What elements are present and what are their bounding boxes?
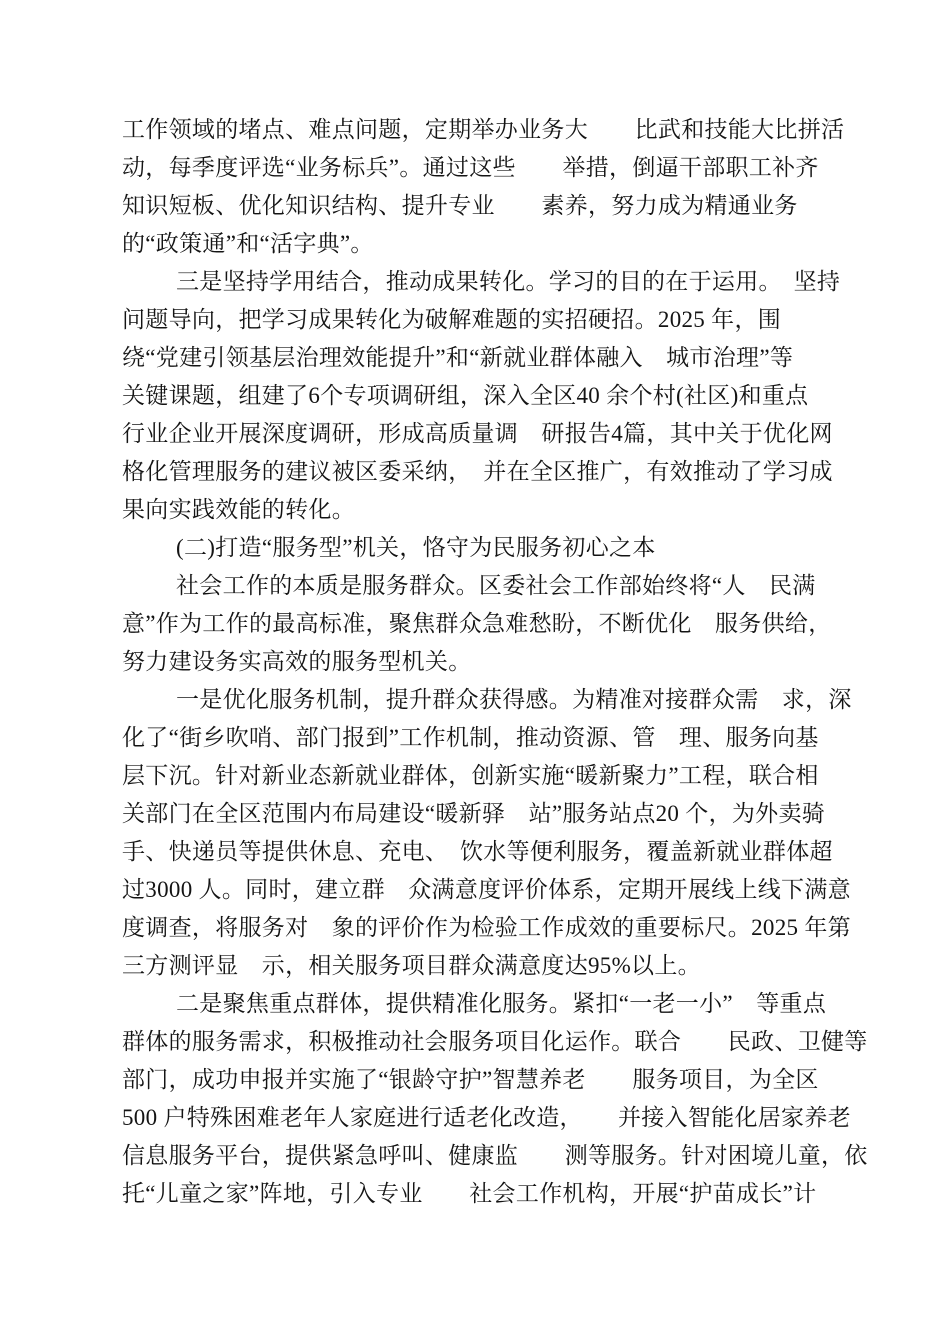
text-line: 努力建设务实高效的服务型机关。 [122,649,472,674]
text-line: 过3000 人。同时，建立群 众满意度评价体系，定期开展线上线下满意 [122,877,851,902]
document-text [122,111,868,1213]
text-line: 层下沉。针对新业态新就业群体，创新实施“暖新聚力”工程，联合相 [122,763,819,788]
text-line: 关部门在全区范围内布局建设“暖新驿 站”服务站点20 个，为外卖骑 [122,801,826,826]
text-line: 工作领域的堵点、难点问题，定期举办业务大 比武和技能大比拼活 [122,117,845,142]
text-line: 手、快递员等提供休息、充电、 饮水等便利服务，覆盖新就业群体超 [122,839,833,864]
text-line: 化了“街乡吹哨、部门报到”工作机制，推动资源、管 理、服务向基 [122,725,819,750]
text-line: 一是优化服务机制，提升群众获得感。为精准对接群众需 求，深 [176,687,852,712]
text-line: 绕“党建引领基层治理效能提升”和“新就业群体融入 城市治理”等 [122,345,794,370]
text-line: 500 户特殊困难老年人家庭进行适老化改造， 并接入智能化居家养老 [122,1105,851,1130]
text-line: 行业企业开展深度调研，形成高质量调 研报告4篇，其中关于优化网 [122,421,833,446]
text-line: 果向实践效能的转化。 [122,497,355,522]
text-line: 问题导向，把学习成果转化为破解难题的实招硬招。2025 年，围 [122,307,782,332]
text-line: 三是坚持学用结合，推动成果转化。学习的目的在于运用。 坚持 [176,269,841,294]
text-line: 部门，成功申报并实施了“银龄守护”智慧养老 服务项目，为全区 [122,1067,819,1092]
text-line: 信息服务平台，提供紧急呼叫、健康监 测等服务。针对困境儿童，依 [122,1143,868,1168]
text-line: 的“政策通”和“活字典”。 [122,231,374,256]
text-line: 托“儿童之家”阵地，引入专业 社会工作机构，开展“护苗成长”计 [122,1181,817,1206]
text-line: 三方测评显 示，相关服务项目群众满意度达95%以上。 [122,953,701,978]
text-line: 度调查，将服务对 象的评价作为检验工作成效的重要标尺。2025 年第 [122,915,851,940]
text-line: 二是聚焦重点群体，提供精准化服务。紧扣“一老一小” 等重点 [176,991,827,1016]
text-line: 关键课题，组建了6个专项调研组，深入全区40 余个村(社区)和重点 [122,383,809,408]
text-line: 群体的服务需求，积极推动社会服务项目化运作。联合 民政、卫健等 [122,1029,868,1054]
text-line: (二)打造“服务型”机关，恪守为民服务初心之本 [176,535,656,560]
text-line: 知识短板、优化知识结构、提升专业 素养，努力成为精通业务 [122,193,798,218]
text-line: 社会工作的本质是服务群众。区委社会工作部始终将“人 民满 [176,573,816,598]
text-line: 意”作为工作的最高标准，聚焦群众急难愁盼，不断优化 服务供给， [122,611,832,636]
text-line: 格化管理服务的建议被区委采纳， 并在全区推广，有效推动了学习成 [122,459,833,484]
text-line: 动，每季度评选“业务标兵”。通过这些 举措，倒逼干部职工补齐 [122,155,819,180]
